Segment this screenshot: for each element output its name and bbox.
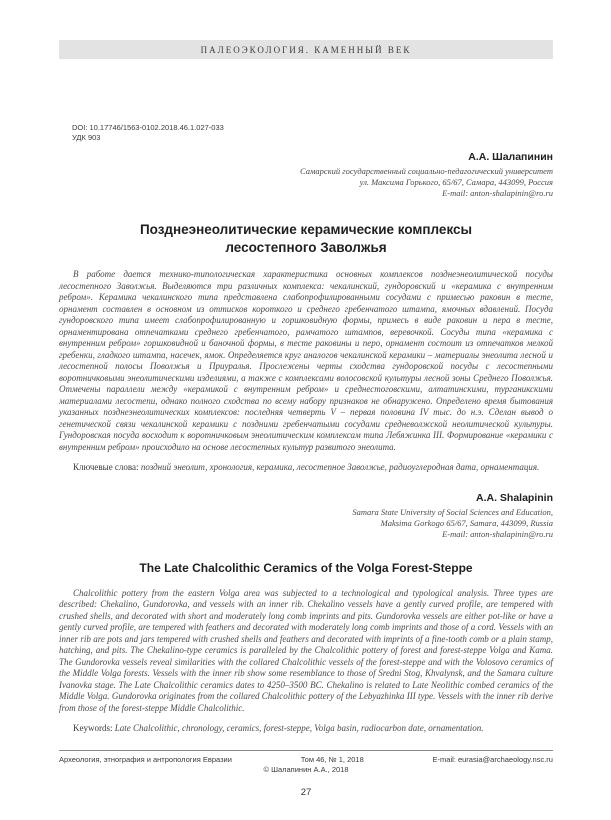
article-meta [59, 123, 553, 143]
affiliation-en-line1: Samara State University of Social Sciences and Education, [352, 506, 553, 517]
abstract-ru: В работе дается технико-типологическая характеристика основных комплексов позднеэнеолитической посуды лесостепного Заволжья. Выделяются три различных комплекса: чекалинский, гундоровский и «керамика с внутренним ребром». Керамика чекалинского типа представлена слабопрофилированными сосудами с примесью раковин в тесте, орнамент составлен в основном из оттисков короткого и среднего гребенчатого штампа, ямочных вдавлений. Посуда гундоровского типа имеет слабопрофилированную и горшковидную формы, примесь в виде раковин и пера в тесте, орнаментирована отпечатками среднего гребенчатого, рамчатого штампов, веревочкой. Сосуды типа «керамика с внутренним ребром» горшковидной и баночной формы, в тесте раковины и перо, орнамент состоит из отпечатков мелкой гребенки, гладкого штампа, насечек, ямок. Определяется круг аналогов чекалинской керамики – материалы энеолита лесной и лесостепной полосы Поволжья и Приуралья. Прослежены черты сходства гундоровской посуды с лесостепными воротничковыми энеолитическими изделиями, а также с комплексами волосовской культуры лесной зоны Среднего Поволжья. Отмечены параллели между «керамикой с внутренним ребром» и среднестоговскими, алтатинскими, турганикскими материалами лесостепи, однако полного сходства по всему набору признаков не обнаружено. Определено время бытования указанных позднеэнеолитических комплексов: последняя четверть V – первая половина IV тыс. до н.э. Сделан вывод о генетической связи чекалинской керамики с поздними гребенчатыми сосудами средневолжской неолитической культуры. Гундоровская посуда восходит к воротничковым энеолитическим комплексам типа Лебяжинка III. Формирование «керамики с внутренним ребром» происходило на основе лесостепных культур развитого энеолита. [59, 269, 553, 452]
affiliation-ru-email: E-mail: anton-shalapinin@ro.ru [442, 188, 553, 198]
author-block-en [59, 492, 553, 540]
author-name-ru: А.А. Шалапинин [468, 151, 553, 163]
article-title-ru-line2: лесостепного Заволжья [225, 240, 387, 255]
footer-journal-line [59, 755, 553, 765]
footer-copyright: © Шалапинин А.А., 2018 [263, 765, 349, 774]
doi-line: DOI: 10.17746/1563-0102.2018.46.1.027-033 [72, 123, 224, 132]
affiliation-ru [59, 166, 553, 199]
footer-issue: Том 46, № 1, 2018 [300, 755, 364, 764]
page-number: 27 [300, 787, 312, 798]
author-name-en: A.A. Shalapinin [475, 491, 553, 504]
keywords-en-label: Keywords: [73, 723, 113, 733]
keywords-ru-label: Ключевые слова: [73, 462, 139, 472]
affiliation-en [59, 507, 553, 540]
footer-journal-name: Археология, этнография и антропология Евразии [59, 755, 232, 764]
page-footer [59, 750, 553, 820]
article-title-ru-line1: Позднеэнеолитические керамические комплексы [139, 222, 473, 237]
affiliation-en-line2: Maksima Gorkogo 65/67, Samara, 443099, Russia [380, 517, 553, 528]
affiliation-en-email: E-mail: anton-shalapinin@ro.ru [442, 528, 553, 539]
keywords-en [59, 723, 553, 735]
section-banner [59, 40, 553, 59]
page-content [59, 0, 553, 735]
section-title: ПАЛЕОЭКОЛОГИЯ. КАМЕННЫЙ ВЕК [200, 44, 412, 55]
keywords-ru-body: поздний энеолит, хронология, керамика, лесостепное Заволжье, радиоуглеродная дата, орнаментация. [138, 462, 540, 472]
footer-email: E-mail: eurasia@archaeology.nsc.ru [432, 755, 553, 764]
keywords-ru [59, 462, 553, 474]
author-block-ru [59, 151, 553, 199]
affiliation-ru-line1: Самарский государственный социально-педагогический университет [300, 166, 553, 176]
affiliation-ru-line2: ул. Максима Горького, 65/67, Самара, 443099, Россия [359, 177, 553, 187]
footer-divider [59, 750, 553, 751]
abstract-en: Chalcolithic pottery from the eastern Volga area was subjected to a technological and typological analysis. Three types are described: Chekalino, Gundorovka, and vessels with an inner rib. Chekalino vessels have a gently curved profile, are tempered with crushed shells, and decorated with short and moderately long comb imprints and pits. Gundorovka vessels are either pot-like or have a gently curved profile, are tempered with feathers and decorated with moderately long comb imprints and those of a cord. Vessels with an inner rib are pots and jars tempered with crushed shells and feathers and decorated with imprints of a fine-tooth comb or a plain stamp, hatching, and pits. The Chekalino-type ceramics is paralleled by the Chalcolithic pottery of forest and forest-steppe Volga and Kama. The Gundorovka vessels reveal similarities with the collared Chalcolithic vessels of the forest-steppe and with the Volosovo ceramics of the Middle Volga forests. Vessels with the inner rib show some resemblance to those of Sredni Stog, Khvalynsk, and the Samara culture Ivanovka stage. The Late Chalcolithic ceramics dates to 4250–3500 BC. Chekalino is related to Late Neolithic combed ceramics of the Middle Volga. Gundorovka originates from the collared Chalcolithic pottery of the Lebyazhinka III type. Vessels with the inner rib derive from those of the forest-steppe Middle Chalcolithic. [59, 587, 553, 713]
keywords-en-body: Late Chalcolithic, chronology, ceramics, forest-steppe, Volga basin, radiocarbon date, ornamentation. [112, 723, 484, 733]
article-title-ru [59, 221, 553, 257]
udk-line: УДК 903 [72, 133, 101, 142]
article-title-en: The Late Chalcolithic Ceramics of the Volga Forest-Steppe [139, 560, 473, 575]
